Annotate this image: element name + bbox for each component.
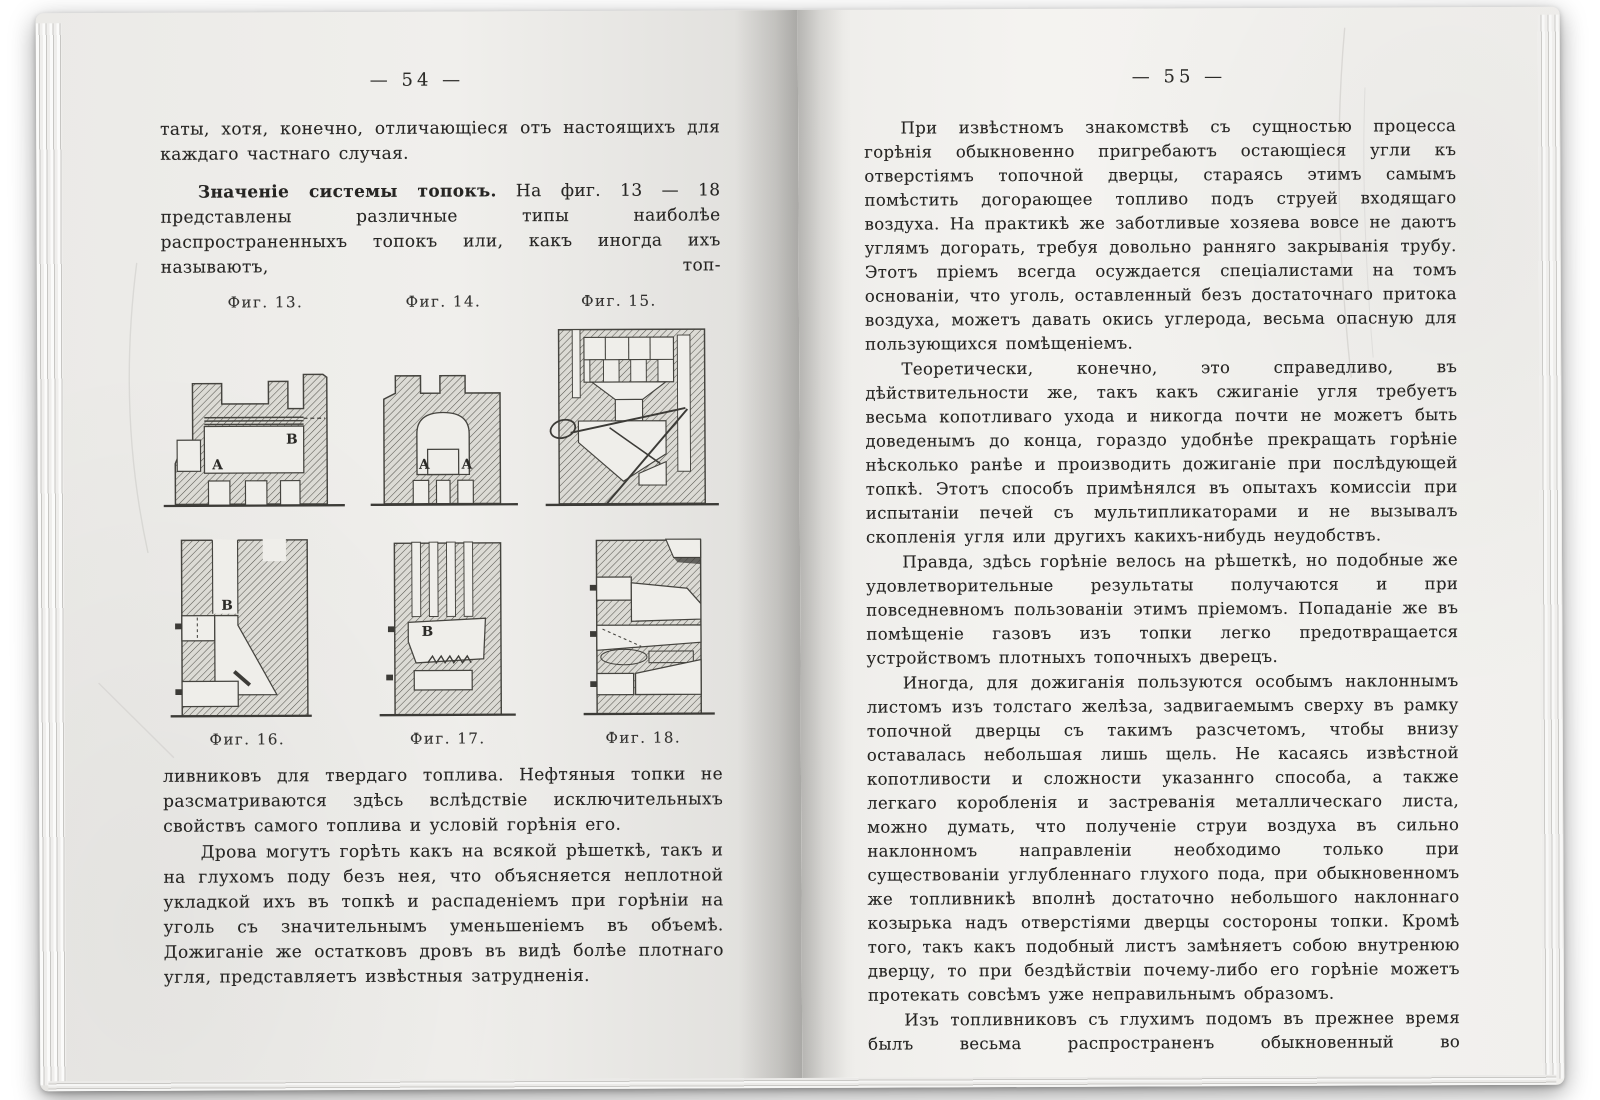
- text-column: [864, 114, 1460, 1057]
- figure-14-furnace-diagram: [366, 348, 522, 513]
- paragraph: Дрова могутъ горѣть какъ на всякой рѣшеткѣ, такъ и на глухомъ поду безъ нея, что объясняется неплотной укладкой ихъ въ топкѣ и распаденіемъ при горѣніи на уголь съ значительнымъ уменьшеніемъ въ объемѣ. Дожиганіе же остатковъ дровъ въ видѣ болѣе плотнаго угля, представляетъ извѣстныя затрудненія.: [163, 840, 724, 988]
- figure-label: A: [418, 456, 430, 473]
- figure-17-furnace-diagram: [377, 529, 518, 723]
- page-54: [36, 10, 803, 1091]
- figure-row-top: [161, 317, 722, 514]
- paragraph: ливниковъ для твердаго топлива. Нефтяныя топки не разсматриваются здѣсь вслѣдствіе исключительныхъ свойствъ самого топлива и условій горѣнія его.: [162, 764, 724, 837]
- figure-15-furnace-diagram: [541, 317, 722, 512]
- figure-label: B: [221, 597, 233, 614]
- paragraph: Теоретически, конечно, это справедливо, въ дѣйствительности же, такъ какъ сжиганіе угля требуетъ весьма копотливаго ухода и никогда почти не можетъ быть доведенымъ до конца, гораздо удобнѣе прекращать горѣніе нѣсколько ранѣе и производить дожиганіе при послѣдующей топкѣ. Этотъ способъ примѣнялся въ опытахъ комиссіи при испытаніи печей съ мультипликаторами и не вызывалъ скопленія угля или другихъ какихъ-нибудь неудобствъ.: [865, 357, 1458, 547]
- paragraph: При извѣстномъ знакомствѣ съ сущностью процесса горѣнія обыкновенно пригребаютъ остающіеся угли къ отверстіямъ топочной дверцы, стараясь этимъ самымъ помѣстить догорающее топливо подъ струей входящаго воздуха. На практикѣ же заботливые хозяева вовсе не даютъ углямъ догорать, требуя довольно ранняго закрыванія трубу. Этотъ пріемъ всегда осуждается спеціалистами на томъ основаніи, что уголь, оставленный безъ достаточнаго притока воздуха, можетъ давать окись углерода, весьма опасную для пользующихся помѣщеніемъ.: [864, 116, 1458, 354]
- page-number: — 54 —: [369, 69, 465, 91]
- text-column: [160, 115, 724, 990]
- figure-18-furnace-diagram: [581, 528, 717, 721]
- page-55: [798, 7, 1565, 1088]
- figure-caption: Фиг. 14.: [405, 292, 482, 311]
- paragraph: Изъ топливниковъ съ глухимъ подомъ въ прежнее время былъ весьма распространенъ обыкновенный во: [868, 1008, 1461, 1054]
- figure-label: B: [421, 623, 434, 640]
- figure-captions-top: [161, 288, 721, 315]
- figure-caption: Фиг. 16.: [209, 730, 286, 749]
- figure-row-bottom: [162, 528, 723, 724]
- paragraph: [160, 178, 720, 280]
- section-title: Значеніе системы топокъ.: [197, 181, 497, 203]
- figure-13-furnace-diagram: [161, 348, 347, 514]
- figure-caption: Фиг. 18.: [605, 728, 682, 747]
- figure-caption: Фиг. 15.: [581, 291, 657, 310]
- open-book: [36, 7, 1565, 1092]
- paragraph: Иногда, для дожиганія пользуются особымъ наклоннымъ листомъ изъ толстаго желѣза, задвигаемымъ сверху въ рамку топочной дверцы съ такимъ разсчетомъ, чтобы внизу оставалась небольшая лишь щель. Не касаясь извѣстной копотливости и сложности указаннго способа, а также легкаго коробленія и застреванія металлическаго листа, можно думать, что полученіе струи воздуха въ сильно наклонномъ направленіи необходимо только при существованіи углубленнаго глухого пода, при обыкновенномъ же топливникѣ вполнѣ достаточно небольшого наклоннаго козырька надъ отверстіями дверцы состороны топки. Кромѣ того, такъ какъ подобный листъ замѣняетъ собою внутренюю дверцу, то при бездѣйствіи почему-либо его горѣніе можетъ протекать совсѣмъ уже неправильнымъ образомъ.: [866, 671, 1460, 1005]
- figure-label: A: [212, 457, 223, 474]
- paragraph: Правда, здѣсь горѣніе велось на рѣшеткѣ, но подобные же удовлетворительные результаты получаются и при повседневномъ пользованіи этимъ пріемомъ. Попаданіе же въ помѣщеніе газовъ изъ топки легко предотвращается устройствомъ плотныхъ топочныхъ дверецъ.: [866, 550, 1459, 668]
- figure-captions-bottom: [163, 725, 723, 752]
- figure-label: B: [286, 431, 298, 448]
- paragraph: таты, хотя, конечно, отличающіеся отъ настоящихъ для каждаго частнаго случая.: [160, 117, 721, 165]
- pages-container: [36, 7, 1565, 1092]
- section-intro-text: На фиг. 13 — 18 представлены различные типы наиболѣе распространенныхъ топокъ или, какъ иногда ихъ называютъ, топ-: [160, 180, 721, 278]
- figure-caption: Фиг. 13.: [227, 293, 304, 312]
- figure-16-furnace-diagram: [168, 530, 314, 724]
- figure-label: A: [461, 456, 473, 473]
- page-number: — 55 —: [1131, 66, 1227, 88]
- figure-caption: Фиг. 17.: [409, 729, 486, 748]
